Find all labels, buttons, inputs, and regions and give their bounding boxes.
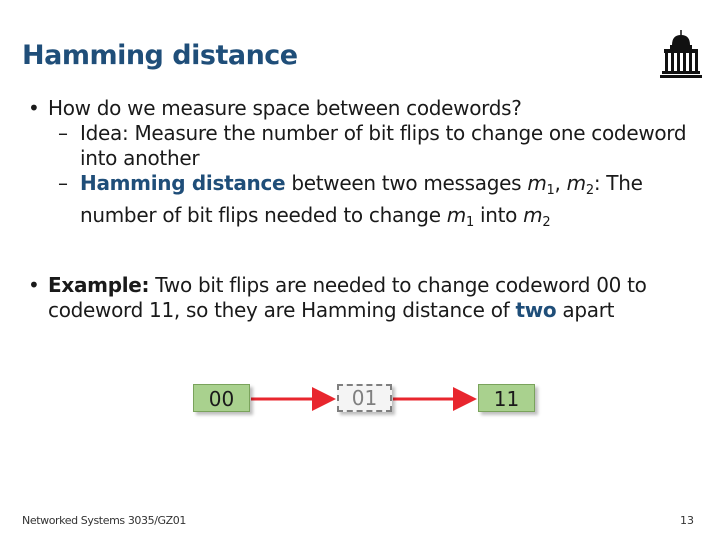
message-var: m	[566, 171, 586, 195]
hamming-term: Hamming distance	[80, 171, 286, 195]
sub-bullet-dash: –	[58, 121, 68, 145]
bullet-text: Two bit flips are needed to change codeword 00 to codeword 11, so they are Hamming distance of	[48, 273, 647, 322]
page-number: 13	[680, 514, 694, 527]
message-var: m	[527, 171, 547, 195]
sub-bullet-text: : The number of bit flips needed to change	[80, 171, 643, 227]
subscript: 2	[542, 215, 551, 230]
sub-bullet-text: into	[473, 203, 524, 227]
subscript: 1	[465, 215, 474, 230]
bullet-dot: •	[28, 96, 40, 120]
subscript: 1	[546, 183, 555, 198]
example-label: Example:	[48, 273, 150, 297]
codeword-box: 11	[478, 384, 535, 412]
message-var: m	[523, 203, 543, 227]
sub-bullet-text: between two messages	[285, 171, 528, 195]
emphasis-two: two	[515, 298, 557, 322]
slide-title: Hamming distance	[22, 40, 298, 71]
footer-course: Networked Systems 3035/GZ01	[22, 514, 186, 527]
bullet-text: apart	[556, 298, 615, 322]
subscript: 2	[585, 183, 594, 198]
codeword-box-intermediate: 01	[337, 384, 392, 412]
message-var: m	[446, 203, 466, 227]
codeword-box: 00	[193, 384, 250, 412]
sub-bullet-dash: –	[58, 171, 68, 195]
bullet-text: How do we measure space between codewords?	[48, 96, 522, 120]
bullet-dot: •	[28, 273, 40, 297]
sub-bullet-text: Idea: Measure the number of bit flips to change one codeword into another	[80, 121, 687, 170]
separator: ,	[554, 171, 567, 195]
